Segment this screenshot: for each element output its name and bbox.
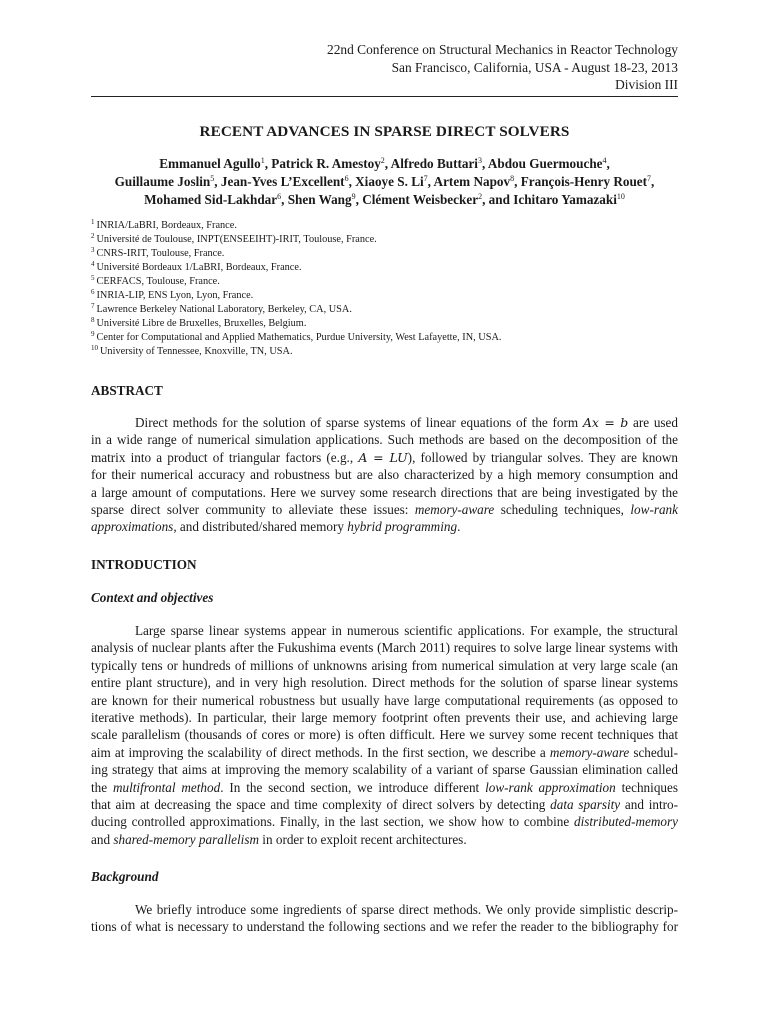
text-line xyxy=(91,761,678,778)
text-run: We briefly introduce some ingredients of sparse direct methods. We only provide simplistic descrip- xyxy=(135,902,678,917)
affiliation-number: 10 xyxy=(91,344,98,352)
conference-division: Division III xyxy=(615,77,678,92)
author-affiliation-marker: 6 xyxy=(344,174,349,183)
text-line xyxy=(91,744,678,761)
affiliation-item xyxy=(91,289,678,303)
affiliation-text: CNRS-IRIT, Toulouse, France. xyxy=(96,248,225,259)
text-run: aim at improving the scalability of direct methods. In the first section, we describe a xyxy=(91,744,550,760)
author-name: François-Henry Rouet xyxy=(520,174,648,189)
text-line xyxy=(91,431,678,448)
text-line xyxy=(91,709,678,726)
header-rule xyxy=(91,96,678,97)
affiliation-text: Université Bordeaux 1/LaBRI, Bordeaux, France. xyxy=(96,262,302,273)
text-line xyxy=(91,674,678,691)
text-run: a large amount of computations. Here we survey some research directions that are being investigated by the xyxy=(91,484,678,500)
text-line xyxy=(91,501,678,518)
affiliation-item xyxy=(91,345,678,359)
introduction-body xyxy=(91,622,678,848)
affiliation-number: 9 xyxy=(91,330,95,338)
text-run: matrix into a product of triangular factors (e.g., xyxy=(91,449,359,465)
text-run: typically tens or hundreds of millions of unknowns arising from numerical simulation at very large scale (an xyxy=(91,657,678,673)
affiliation-text: INRIA/LaBRI, Bordeaux, France. xyxy=(96,220,237,231)
emphasis-text: shared-memory parallelism xyxy=(113,831,259,847)
affiliation-item xyxy=(91,247,678,261)
text-line xyxy=(91,918,678,935)
affiliation-text: University of Tennessee, Knoxville, TN, USA. xyxy=(100,346,293,357)
conference-header xyxy=(327,41,678,94)
emphasis-text: low-rank approximation xyxy=(485,779,616,795)
text-line xyxy=(91,622,678,639)
affiliation-item xyxy=(91,233,678,247)
math-expression: Ax = b xyxy=(582,415,629,430)
text-line xyxy=(91,901,678,918)
author-affiliation-marker: 5 xyxy=(210,174,215,183)
author-affiliation-marker: 6 xyxy=(277,192,282,201)
author-line: Mohamed Sid-Lakhdar$^6$, Shen Wang$^9$, Clément Weisbecker$^2$, and Ichitaro Yamazaki$^{10}$ xyxy=(144,192,625,207)
text-line xyxy=(91,449,678,466)
conference-name: 22nd Conference on Structural Mechanics in Reactor Technology xyxy=(327,42,678,57)
affiliation-text: Université de Toulouse, INPT(ENSEEIHT)-IRIT, Toulouse, France. xyxy=(96,234,377,245)
text-line xyxy=(91,726,678,743)
text-run: for their numerical accuracy and robustness but are also characterized by a high memory consumption and xyxy=(91,467,678,483)
text-run: techniques xyxy=(615,779,678,795)
math-expression: A = LU xyxy=(358,449,408,465)
text-line xyxy=(91,813,678,830)
affiliation-number: 7 xyxy=(91,302,95,310)
text-run: schedul- xyxy=(629,744,678,760)
introduction-heading: INTRODUCTION xyxy=(91,557,197,572)
text-run: , and distributed/shared memory xyxy=(173,519,348,535)
emphasis-text: memory-aware xyxy=(414,501,495,517)
affiliation-number: 8 xyxy=(91,316,95,324)
affiliation-text: Center for Computational and Applied Mathematics, Purdue University, West Lafayette, IN, USA. xyxy=(96,332,502,343)
affiliation-number: 5 xyxy=(91,274,95,282)
background-body xyxy=(91,901,678,936)
author-name: Emmanuel Agullo xyxy=(159,156,261,171)
text-run: entire plant structure), and in very high resolution. Direct methods for the solution of sparse linear systems xyxy=(91,675,678,691)
text-run: scale parallelism (thousands of cores or more) is often difficult. Here we survey some recent techniques that xyxy=(91,727,678,743)
author-affiliation-marker: 8 xyxy=(510,174,515,183)
text-line xyxy=(91,414,678,431)
text-line xyxy=(91,518,678,535)
context-subheading: Context and objectives xyxy=(91,590,214,605)
text-run: Direct methods for the solution of sparse systems of linear equations of the form xyxy=(135,415,583,430)
author-name: Artem Napov xyxy=(433,174,511,189)
affiliation-item xyxy=(91,219,678,233)
text-line xyxy=(91,779,678,796)
text-run: in order to exploit recent architectures. xyxy=(259,831,467,847)
author-affiliation-marker: 9 xyxy=(351,192,356,201)
emphasis-text: approximations xyxy=(91,519,174,535)
affiliation-text: Université Libre de Bruxelles, Bruxelles, Belgium. xyxy=(96,318,307,329)
text-run: iterative methods). In particular, their large memory footprint often prevents their use, and achieving large xyxy=(91,709,678,725)
text-run: in a wide range of numerical simulation applications. Such methods are based on the decomposition of the xyxy=(91,432,678,448)
affiliation-number: 3 xyxy=(91,246,95,254)
affiliation-text: Lawrence Berkeley National Laboratory, Berkeley, CA, USA. xyxy=(96,304,352,315)
emphasis-text: hybrid programming xyxy=(347,519,458,535)
affiliation-text: INRIA-LIP, ENS Lyon, Lyon, France. xyxy=(96,290,254,301)
affiliation-number: 4 xyxy=(91,260,95,268)
emphasis-text: data sparsity xyxy=(550,796,621,812)
affiliation-item xyxy=(91,317,678,331)
text-run: sparse direct solver community to alleviate these issues: xyxy=(91,501,415,517)
text-run: the xyxy=(91,779,113,795)
author-affiliation-marker: 1 xyxy=(260,156,265,165)
text-line xyxy=(91,484,678,501)
author-line: Emmanuel Agullo$^1$, Patrick R. Amestoy$^2$, Alfredo Buttari$^3$, Abdou Guermouche$^4$, xyxy=(159,156,610,171)
author-affiliation-marker: 2 xyxy=(380,156,385,165)
author-affiliation-marker: 2 xyxy=(478,192,483,201)
text-run: ing strategy that aims at improving the memory scalability of a variant of sparse Gaussian elimination called xyxy=(91,762,678,778)
author-name: Patrick R. Amestoy xyxy=(271,156,381,171)
text-run: and intro- xyxy=(620,796,678,812)
text-run: are known for their numerical robustness but usually have large computational requirements (as opposed to xyxy=(91,692,678,708)
author-list xyxy=(91,155,678,209)
author-name: Mohamed Sid-Lakhdar xyxy=(144,192,278,207)
text-run: scheduling techniques, xyxy=(494,501,631,517)
emphasis-text: distributed-memory xyxy=(573,814,678,830)
author-name: Abdou Guermouche xyxy=(487,156,603,171)
conference-location-date: San Francisco, California, USA - August 18-23, 2013 xyxy=(391,59,678,75)
emphasis-text: low-rank xyxy=(630,501,679,517)
text-run: . In the second section, we introduce different xyxy=(220,779,486,795)
affiliation-text: CERFACS, Toulouse, France. xyxy=(96,276,220,287)
author-line: Guillaume Joslin$^5$, Jean-Yves L’Excellent$^6$, Xiaoye S. Li$^7$, Artem Napov$^8$, François-Henry Rouet$^7$, xyxy=(114,174,655,189)
text-run: . xyxy=(457,519,461,535)
text-line xyxy=(91,657,678,674)
author-name: Xiaoye S. Li xyxy=(355,174,424,189)
author-affiliation-marker: 7 xyxy=(647,174,652,183)
emphasis-text: multifrontal method xyxy=(112,779,221,795)
background-subheading: Background xyxy=(91,869,159,884)
paper-title: RECENT ADVANCES IN SPARSE DIRECT SOLVERS xyxy=(199,123,570,140)
affiliation-list xyxy=(91,219,678,359)
text-line xyxy=(91,692,678,709)
text-run: ducing controlled approximations. Finally, in the last section, we show how to combine xyxy=(91,814,574,830)
author-affiliation-marker: 7 xyxy=(423,174,428,183)
author-name: Clément Weisbecker xyxy=(362,192,479,207)
text-run: tions of what is necessary to understand the following sections and we refer the reader to the bibliography for xyxy=(91,919,678,935)
affiliation-number: 1 xyxy=(91,218,95,226)
author-affiliation-marker: 3 xyxy=(477,156,482,165)
affiliation-item xyxy=(91,261,678,275)
text-run: analysis of nuclear plants after the Fukushima events (March 2011) requires to solve large linear systems with xyxy=(91,640,678,656)
text-line xyxy=(91,466,678,483)
text-run: Large sparse linear systems appear in numerous scientific applications. For example, the structural xyxy=(135,623,678,638)
text-line xyxy=(91,796,678,813)
affiliation-item xyxy=(91,303,678,317)
text-run: and xyxy=(91,831,114,847)
author-name: Guillaume Joslin xyxy=(114,174,211,189)
affiliation-item xyxy=(91,331,678,345)
author-name: Ichitaro Yamazaki xyxy=(513,192,617,207)
author-name: Jean-Yves L’Excellent xyxy=(220,174,345,189)
abstract-body xyxy=(91,414,678,536)
affiliation-item xyxy=(91,275,678,289)
text-run: are used xyxy=(628,415,679,430)
text-line xyxy=(91,831,678,848)
text-line xyxy=(91,639,678,656)
author-affiliation-marker: 10 xyxy=(616,192,625,201)
author-name: Alfredo Buttari xyxy=(390,156,478,171)
affiliation-number: 2 xyxy=(91,232,95,240)
text-run: ), followed by triangular solves. They are known xyxy=(407,449,679,465)
abstract-heading: ABSTRACT xyxy=(91,383,163,398)
text-run: that aim at decreasing the space and time complexity of direct solvers by detecting xyxy=(91,796,551,812)
affiliation-number: 6 xyxy=(91,288,95,296)
author-affiliation-marker: 4 xyxy=(602,156,607,165)
emphasis-text: memory-aware xyxy=(549,744,630,760)
author-name: Shen Wang xyxy=(287,192,352,207)
